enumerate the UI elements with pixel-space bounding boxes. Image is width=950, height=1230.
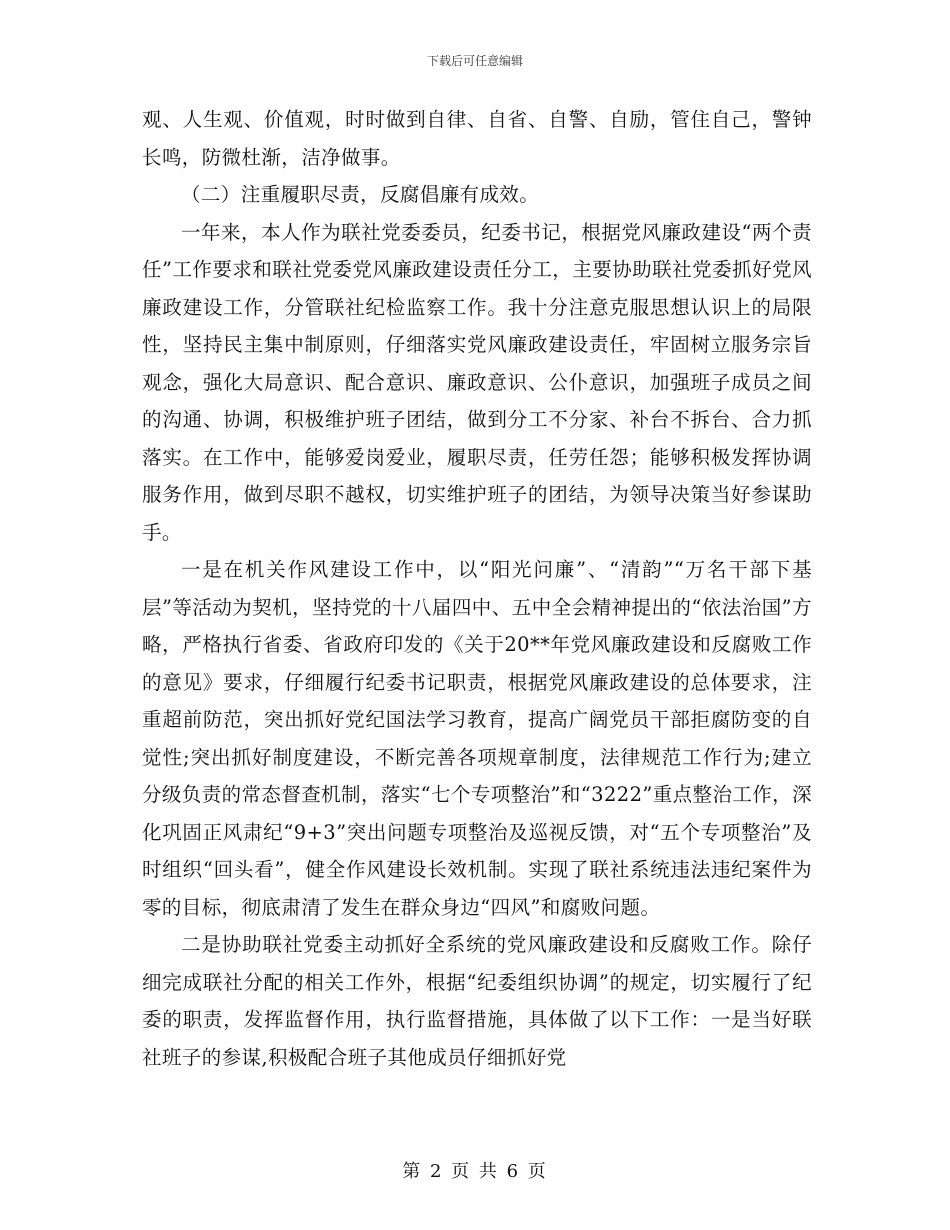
page-number-footer: 第 2 页 共 6 页 [402, 1161, 548, 1182]
paragraph-1: 观、人生观、价值观，时时做到自律、自省、自警、自励，管住自己，警钟长鸣，防微杜渐，洁净做事。 [142, 108, 812, 169]
paragraph-2: 一年来，本人作为联社党委委员，纪委书记，根据党风廉政建设“两个责任”工作要求和联社党委党风廉政建设责任分工，主要协助联社党委抓好党风廉政建设工作，分管联社纪检监察工作。我十分注意克服思想认识上的局限性，坚持民主集中制原则，仔细落实党风廉政建设责任，牢固树立服务宗旨观念，强化大局意识、配合意识、廉政意识、公仆意识，加强班子成员之间的沟通、协调，积极维护班子团结，做到分工不分家、补台不拆台、合力抓落实。在工作中，能够爱岗爱业，履职尽责，任劳任怨；能够积极发挥协调服务作用，做到尽职不越权，切实维护班子的团结，为领导决策当好参谋助手。 [142, 220, 812, 544]
paragraph-3: 一是在机关作风建设工作中，以“阳光问廉”、“清韵”“万名干部下基层”等活动为契机，坚持党的十八届四中、五中全会精神提出的“依法治国”方略，严格执行省委、省政府印发的《关于20**年党风廉政建设和反腐败工作的意见》要求，仔细履行纪委书记职责，根据党风廉政建设的总体要求，注重超前防范，突出抓好党纪国法学习教育，提高广阔党员干部拒腐防变的自觉性;突出抓好制度建设，不断完善各项规章制度，法律规范工作行为;建立分级负责的常态督查机制，落实“七个专项整治”和“3222”重点整治工作，深化巩固正风肃纪“9+3”突出问题专项整治及巡视反馈，对“五个专项整治”及时组织“回头看”，健全作风建设长效机制。实现了联社系统违法违纪案件为零的目标，彻底肃清了发生在群众身边“四风”和腐败问题。 [142, 558, 812, 919]
page-header: 下载后可任意编辑 [426, 54, 523, 68]
paragraph-4: 二是协助联社党委主动抓好全系统的党风廉政建设和反腐败工作。除仔细完成联社分配的相关工作外，根据“纪委组织协调”的规定，切实履行了纪委的职责，发挥监督作用，执行监督措施，具体做了以下工作：一是当好联社班子的参谋,积极配合班子其他成员仔细抓好党 [142, 933, 812, 1069]
section-heading: （二）注重履职尽责，反腐倡廉有成效。 [181, 183, 540, 206]
document-body [142, 101, 812, 1076]
